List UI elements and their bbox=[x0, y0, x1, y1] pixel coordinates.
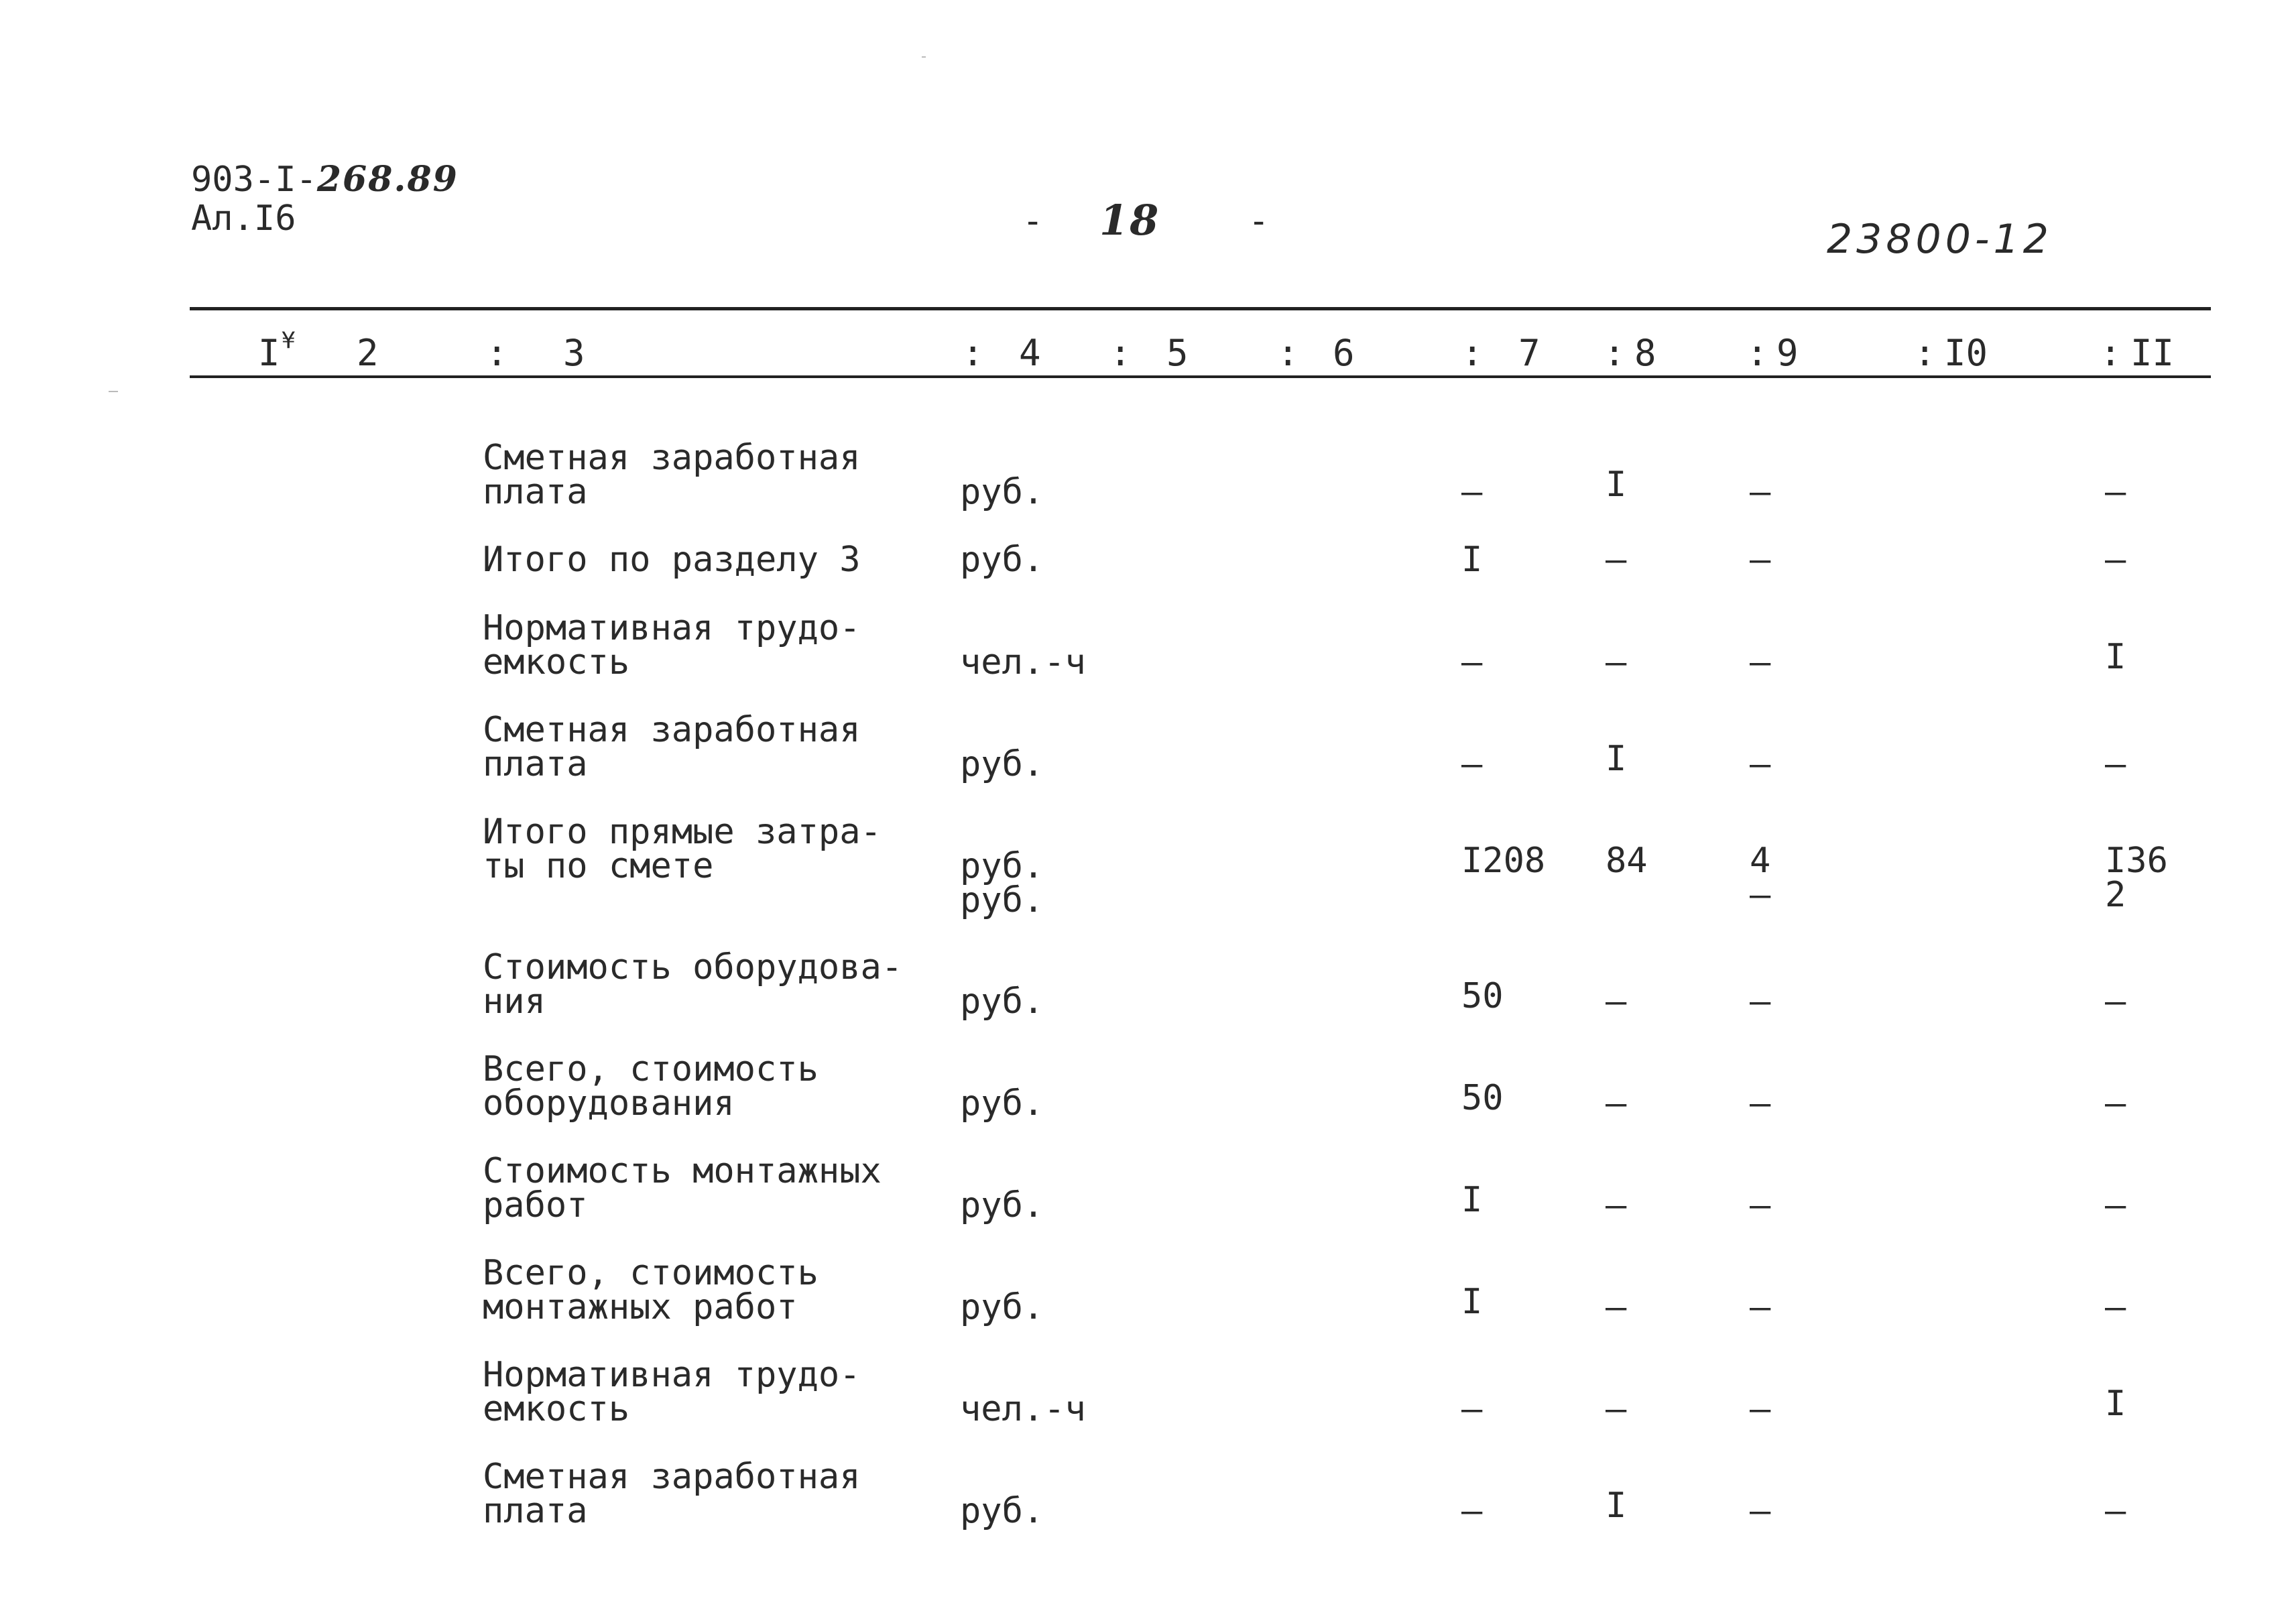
unit-cell: руб. bbox=[960, 540, 1044, 580]
column-header-4: 4 bbox=[1019, 332, 1041, 374]
scan-speck bbox=[109, 391, 118, 392]
unit-cell: руб. bbox=[960, 981, 1044, 1022]
column-header-mark: ¥ bbox=[282, 327, 296, 354]
col8-cell: – bbox=[1606, 1083, 1627, 1124]
sheet-label: Ал.I6 bbox=[191, 198, 296, 239]
item-name: Итого прямые затра- ты по смете bbox=[483, 812, 882, 886]
col11-cell: I bbox=[2105, 1384, 2126, 1424]
column-header-6: 6 bbox=[1333, 332, 1355, 374]
col11-cell: I36 2 bbox=[2105, 841, 2168, 915]
column-header-5: 5 bbox=[1166, 332, 1189, 374]
col9-cell: – bbox=[1750, 472, 1771, 512]
col9-cell: 4 – bbox=[1750, 841, 1771, 915]
column-header-11: II bbox=[2130, 332, 2175, 374]
unit-cell: руб. bbox=[960, 1287, 1044, 1327]
column-header-8: 8 bbox=[1634, 332, 1656, 374]
column-separator: : bbox=[1746, 332, 1768, 374]
col11-cell: – bbox=[2105, 540, 2126, 580]
col7-cell: – bbox=[1461, 642, 1483, 682]
col7-cell: 50 bbox=[1461, 976, 1504, 1016]
col8-cell: – bbox=[1606, 540, 1627, 580]
column-header-3: 3 bbox=[563, 332, 585, 374]
column-header-7: 7 bbox=[1518, 332, 1540, 374]
inventory-number: 23800-12 bbox=[1827, 216, 2053, 263]
column-header-1: I bbox=[258, 332, 280, 374]
item-name: Всего, стоимость оборудования bbox=[483, 1049, 819, 1124]
item-name: Нормативная трудо- емкость bbox=[483, 1355, 861, 1429]
column-header-10: I0 bbox=[1944, 332, 1988, 374]
item-name: Сметная заработная плата bbox=[483, 1457, 861, 1531]
col11-cell: – bbox=[2105, 1287, 2126, 1327]
col7-cell: – bbox=[1461, 1491, 1483, 1531]
scan-speck bbox=[922, 56, 926, 58]
col7-cell: I bbox=[1461, 540, 1483, 580]
item-name: Стоимость оборудова- ния bbox=[483, 947, 903, 1022]
col11-cell: – bbox=[2105, 1185, 2126, 1225]
column-separator: : bbox=[1461, 332, 1484, 374]
unit-cell: руб. bbox=[960, 1185, 1044, 1225]
col8-cell: 84 bbox=[1606, 841, 1648, 881]
unit-cell: чел.-ч bbox=[960, 1389, 1086, 1429]
col9-cell: – bbox=[1750, 1389, 1771, 1429]
unit-cell: руб. bbox=[960, 744, 1044, 784]
item-name: Сметная заработная плата bbox=[483, 710, 861, 784]
col8-cell: – bbox=[1606, 1389, 1627, 1429]
item-name: Итого по разделу 3 bbox=[483, 540, 861, 580]
col7-cell: – bbox=[1461, 472, 1483, 512]
col8-cell: – bbox=[1606, 1185, 1627, 1225]
column-header-9: 9 bbox=[1776, 332, 1799, 374]
col9-cell: – bbox=[1750, 1287, 1771, 1327]
col11-cell: – bbox=[2105, 981, 2126, 1022]
col7-cell: I208 bbox=[1461, 841, 1546, 881]
unit-cell: руб. bbox=[960, 472, 1044, 512]
unit-cell: руб. bbox=[960, 1083, 1044, 1124]
col8-cell: I bbox=[1606, 739, 1627, 779]
col8-cell: – bbox=[1606, 1287, 1627, 1327]
column-separator: : bbox=[1914, 332, 1936, 374]
column-separator: : bbox=[486, 332, 508, 374]
unit-cell: чел.-ч bbox=[960, 642, 1086, 682]
col9-cell: – bbox=[1750, 1491, 1771, 1531]
col9-cell: – bbox=[1750, 540, 1771, 580]
col8-cell: – bbox=[1606, 981, 1627, 1022]
col9-cell: – bbox=[1750, 981, 1771, 1022]
col11-cell: I bbox=[2105, 637, 2126, 677]
col7-cell: I bbox=[1461, 1180, 1483, 1220]
page-dash-left: - bbox=[1022, 201, 1044, 241]
table-header-rule bbox=[190, 375, 2211, 378]
col9-cell: – bbox=[1750, 642, 1771, 682]
col8-cell: I bbox=[1606, 1486, 1627, 1526]
document-code-handwritten: 268.89 bbox=[316, 159, 459, 200]
page-number: 18 bbox=[1099, 196, 1160, 245]
col11-cell: – bbox=[2105, 1491, 2126, 1531]
item-name: Стоимость монтажных работ bbox=[483, 1151, 882, 1225]
col9-cell: – bbox=[1750, 744, 1771, 784]
document-code bbox=[191, 161, 459, 198]
column-separator: : bbox=[1277, 332, 1299, 374]
column-separator: : bbox=[1109, 332, 1132, 374]
col9-cell: – bbox=[1750, 1185, 1771, 1225]
table-top-rule bbox=[190, 307, 2211, 310]
item-name: Всего, стоимость монтажных работ bbox=[483, 1253, 819, 1327]
col9-cell: – bbox=[1750, 1083, 1771, 1124]
item-name: Нормативная трудо- емкость bbox=[483, 608, 861, 682]
col8-cell: – bbox=[1606, 642, 1627, 682]
column-separator: : bbox=[1604, 332, 1626, 374]
col11-cell: – bbox=[2105, 1083, 2126, 1124]
col7-cell: – bbox=[1461, 744, 1483, 784]
col11-cell: – bbox=[2105, 472, 2126, 512]
col11-cell: – bbox=[2105, 744, 2126, 784]
unit-cell: руб. руб. bbox=[960, 846, 1044, 920]
unit-cell: руб. bbox=[960, 1491, 1044, 1531]
document-code-prefix: 903-I- bbox=[191, 160, 317, 200]
column-separator: : bbox=[962, 332, 984, 374]
col7-cell: I bbox=[1461, 1282, 1483, 1322]
col7-cell: 50 bbox=[1461, 1078, 1504, 1118]
col7-cell: – bbox=[1461, 1389, 1483, 1429]
item-name: Сметная заработная плата bbox=[483, 438, 861, 512]
column-separator: : bbox=[2100, 332, 2122, 374]
page-dash-right: - bbox=[1248, 201, 1270, 241]
column-header-2: 2 bbox=[357, 332, 379, 374]
col8-cell: I bbox=[1606, 465, 1627, 505]
